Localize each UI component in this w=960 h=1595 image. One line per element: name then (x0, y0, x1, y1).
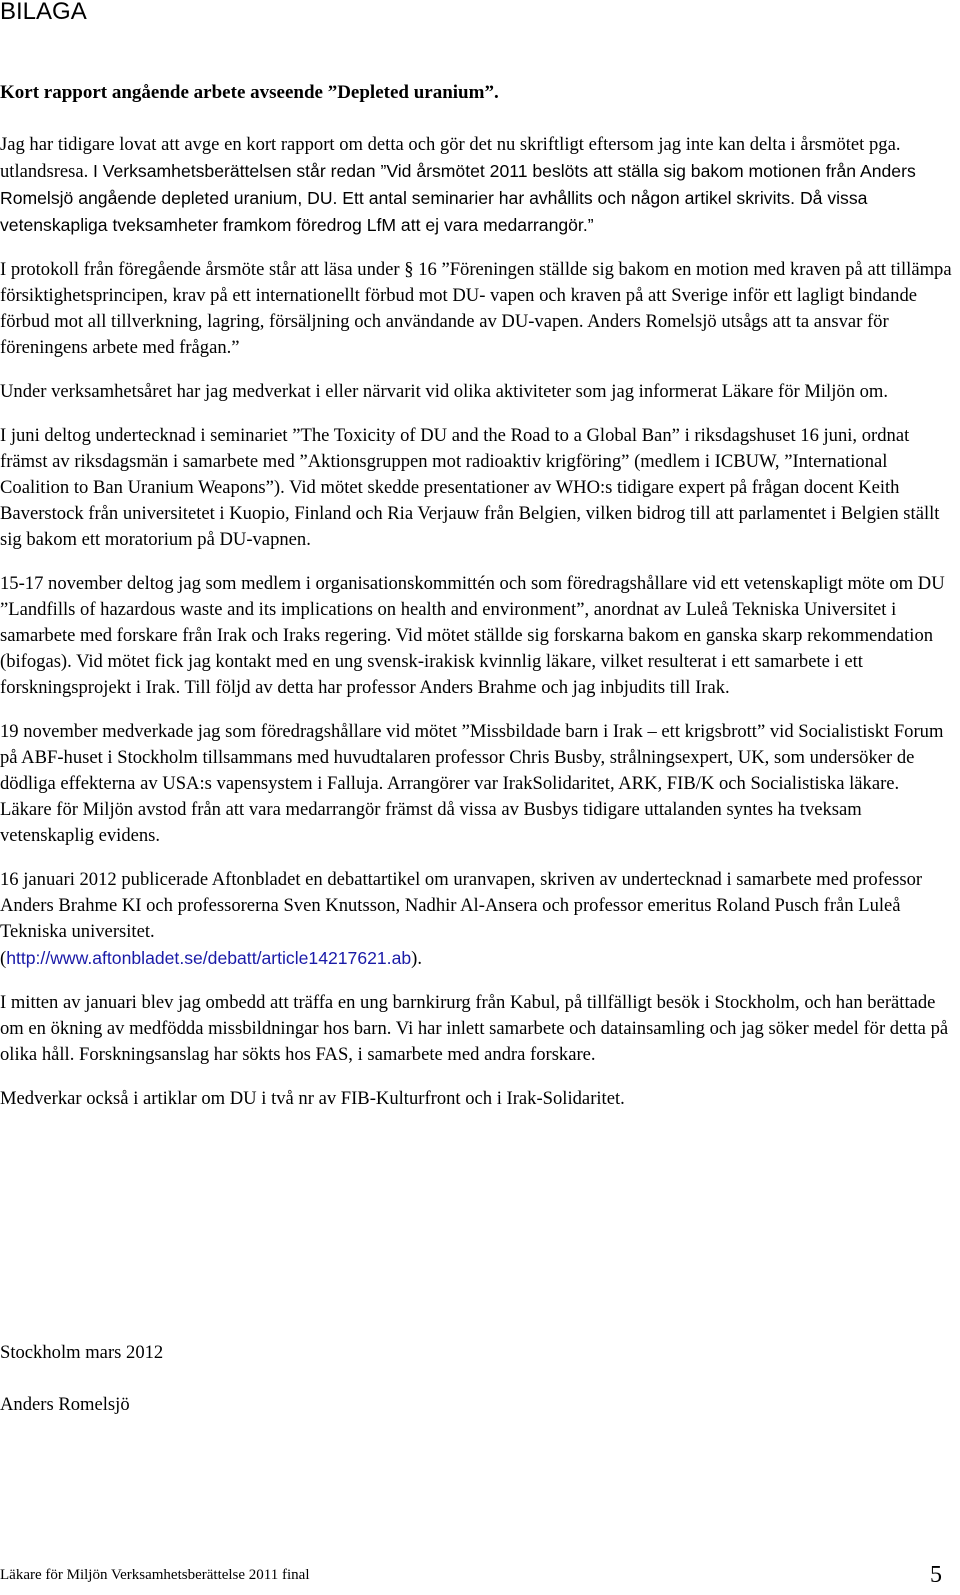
paragraph-aftonbladet-text: 16 januari 2012 publicerade Aftonbladet en debattartikel om uranvapen, skriven av undertecknad i samarbete med professor Anders Brahme KI och professorerna Sven Knutsson, Nadhir Al-Ansera och professor emeritus Roland Pusch från Luleå Tekniska universitet. (0, 869, 923, 942)
page-number: 5 (930, 1562, 942, 1588)
document-label: BILAGA (0, 0, 87, 25)
footer-text: Läkare för Miljön Verksamhetsberättelse 2011 final (0, 1567, 310, 1583)
paragraph-kabul: I mitten av januari blev jag ombedd att träffa en ung barnkirurg från Kabul, på tillfälligt besök i Stockholm, och han berättade om en ökning av medfödda missbildningar hos barn. Vi har inlett samarbete och datainsamling och jag söker medel för detta på olika håll. Forskningsanslag har sökts hos FAS, i samarbete med andra forskare. (0, 992, 949, 1065)
aftonbladet-link[interactable]: http://www.aftonbladet.se/debatt/article14217621.ab (6, 948, 412, 968)
paragraph-activities: Under verksamhetsåret har jag medverkat i eller närvarit vid olika aktiviteter som jag informerat Läkare för Miljön om. (0, 381, 889, 402)
paragraph-articles: Medverkar också i artiklar om DU i två nr av FIB-Kulturfront och i Irak-Solidaritet. (0, 1088, 625, 1109)
place-date: Stockholm mars 2012 (0, 1342, 164, 1363)
paragraph-november-meeting: 15-17 november deltog jag som medlem i organisationskommittén och som föredragshållare vid ett vetenskapligt möte om DU ”Landfills of hazardous waste and its implications on health and environment”, anordnat av Luleå Tekniska Universitet i samarbete med forskare från Irak och Iraks regering. Vid mötet ställde sig forskarna bakom en ganska skarp rekommendation (bifogas). Vid mötet fick jag kontakt med en ung svensk-irakisk kvinnlig läkare, vilket resulterat i ett samarbete i ett forskningsprojekt i Irak. Till följd av detta har professor Anders Brahme och jag inbjudits till Irak. (0, 573, 945, 698)
author-name: Anders Romelsjö (0, 1394, 130, 1415)
paragraph-intro-text: Jag har tidigare lovat att avge en kort rapport om detta och gör det nu skriftligt eftersom jag inte kan delta i årsmötet pga. utlandsresa. (0, 134, 901, 182)
paragraph-aftonbladet (0, 867, 952, 972)
link-open-paren: ( (0, 948, 7, 969)
document-title: Kort rapport angående arbete avseende ”Depleted uranium”. (0, 82, 499, 103)
paragraph-june-seminar: I juni deltog undertecknad i seminariet ”The Toxicity of DU and the Road to a Global Ban” i riksdagshuset 16 juni, ordnat främst av riksdagsmän i samarbete med ”Aktionsgruppen mot radioaktiv krigföring” (medlem i ICBUW, ”International Coalition to Ban Uranium Weapons”). Vid mötet skedde presentationer av WHO:s tidigare expert på frågan docent Keith Baverstock från universitetet i Kuopio, Finland och Ria Verjauw från Belgien, vilken bidrog till att parlamentet i Belgien ställt sig bakom ett moratorium på DU-vapnen. (0, 425, 940, 550)
paragraph-protocol: I protokoll från föregående årsmöte står att läsa under § 16 ”Föreningen ställde sig bakom en motion med kraven på att tillämpa försiktighetsprincipen, krav på ett internationellt förbud mot DU- vapen och kraven på att Sverige inför ett lagligt bindande förbud mot all tillverkning, lagring, försäljning och användande av DU-vapen. Anders Romelsjö utsågs att ta ansvar för föreningens arbete med frågan.” (0, 259, 952, 358)
link-close-paren: ). (411, 948, 422, 969)
paragraph-intro (0, 132, 952, 239)
paragraph-november-forum: 19 november medverkade jag som föredragshållare vid mötet ”Missbildade barn i Irak – ett krigsbrott” vid Socialistiskt Forum på ABF-huset i Stockholm tillsammans med huvudtalaren professor Chris Busby, strålningsexpert, UK, som undersöker de dödliga effekterna av USA:s vapensystem i Falluja. Arrangörer var IrakSolidaritet, ARK, FIB/K och Socialistiska läkare. Läkare för Miljön avstod från att vara medarrangör främst då vissa av Busbys tidigare uttalanden syntes ha tveksam vetenskaplig evidens. (0, 721, 944, 846)
document-body (0, 132, 952, 1130)
paragraph-intro-quote: I Verksamhetsberättelsen står redan ”Vid årsmötet 2011 beslöts att ställa sig bakom motionen från Anders Romelsjö angående depleted uranium, DU. Ett antal seminarier har avhållits och någon artikel skrivits. Då vissa vetenskapliga tveksamheter framkom föredrog LfM att ej vara medarrangör.” (0, 161, 916, 235)
